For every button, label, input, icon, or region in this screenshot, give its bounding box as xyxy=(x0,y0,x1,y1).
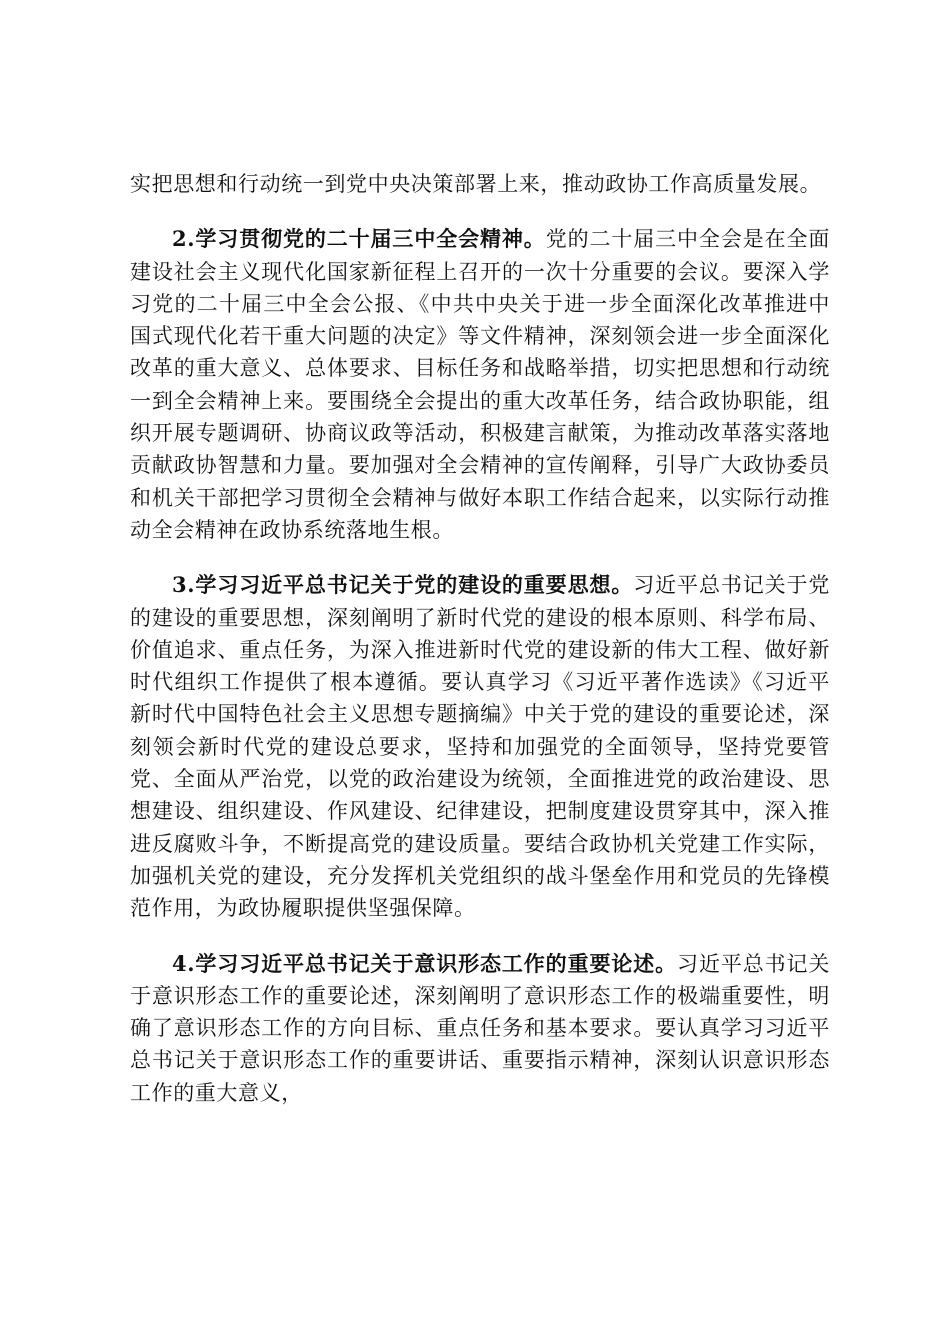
paragraph-continuation xyxy=(130,168,830,200)
paragraph-section-2 xyxy=(130,223,830,546)
section-heading: 4.学习习近平总书记关于意识形态工作的重要论述。 xyxy=(172,950,678,976)
section-heading: 2.学习贯彻党的二十届三中全会精神。 xyxy=(172,226,546,252)
paragraph-body: 实把思想和行动统一到党中央决策部署上来，推动政协工作高质量发展。 xyxy=(130,172,822,196)
paragraph-body: 习近平总书记关于党的建设的重要思想，深刻阐明了新时代党的建设的根本原则、科学布局、价值追求、重点任务，为深入推进新时代党的建设新的伟大工程、做好新时代组织工作提供了根本遵循。要认真学习《习近平著作选读》《习近平新时代中国特色社会主义思想专题摘编》中关于党的建设的重要论述，深刻领会新时代党的建设总要求，坚持和加强党的全面领导，坚持党要管党、全面从严治党，以党的政治建设为统领，全面推进党的政治建设、思想建设、组织建设、作风建设、纪律建设，把制度建设贯穿其中，深入推进反腐败斗争，不断提高党的建设质量。要结合政协机关党建工作实际，加强机关党的建设，充分发挥机关党组织的战斗堡垒作用和党员的先锋模范作用，为政协履职提供坚强保障。 xyxy=(130,573,831,921)
section-heading: 3.学习习近平总书记关于党的建设的重要思想。 xyxy=(172,572,634,598)
paragraph-section-4 xyxy=(130,948,830,1109)
paragraph-section-3 xyxy=(130,569,830,924)
paragraph-body: 习近平总书记关于意识形态工作的重要论述，深刻阐明了意识形态工作的极端重要性，明确了意识形态工作的方向目标、重点任务和基本要求。要认真学习习近平总书记关于意识形态工作的重要讲话、重要指示精神，深刻认识意识形态工作的重大意义， xyxy=(130,951,830,1105)
document-page xyxy=(130,168,830,1132)
paragraph-body: 党的二十届三中全会是在全面建设社会主义现代化国家新征程上召开的一次十分重要的会议。要深入学习党的二十届三中全会公报、《中共中央关于进一步全面深化改革推进中国式现代化若干重大问题的决定》等文件精神，深刻领会进一步全面深化改革的重大意义、总体要求、目标任务和战略举措，切实把思想和行动统一到全会精神上来。要围绕全会提出的重大改革任务，结合政协职能，组织开展专题调研、协商议政等活动，积极建言献策，为推动改革落实落地贡献政协智慧和力量。要加强对全会精神的宣传阐释，引导广大政协委员和机关干部把学习贯彻全会精神与做好本职工作结合起来，以实际行动推动全会精神在政协系统落地生根。 xyxy=(130,227,830,542)
